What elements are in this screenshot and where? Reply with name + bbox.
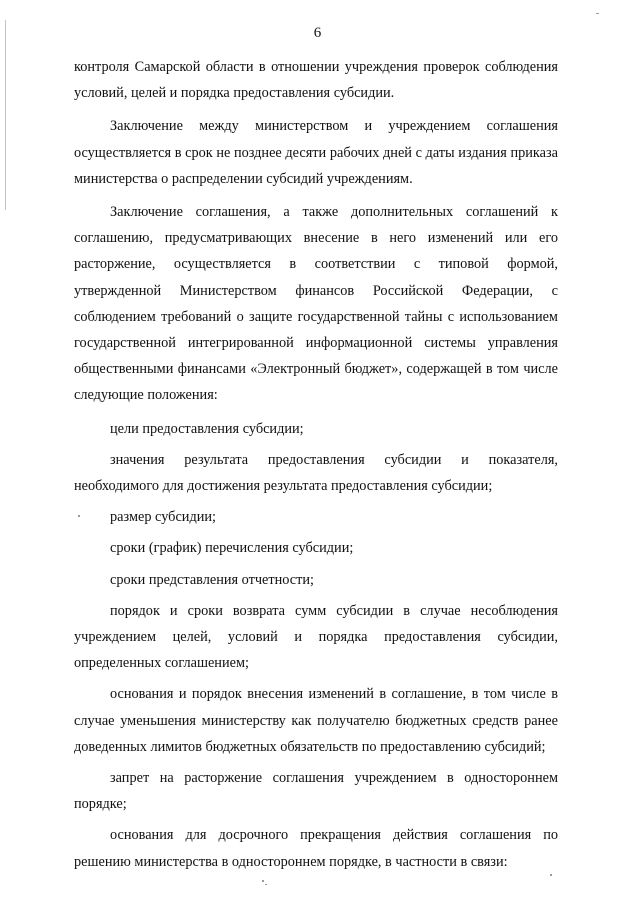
list-item-reporting-terms: сроки представления отчетности; — [110, 571, 315, 588]
scan-speck — [265, 884, 267, 885]
paragraph-continuation: контроля Самарской области в отношении учреждения проверок соблюдения условий, целей и порядка предоставления субсидии. — [74, 59, 558, 102]
list-item-termination-ban: запрет на расторжение соглашения учреждением в одностороннем порядке; — [74, 770, 558, 813]
list-item-goals: цели предоставления субсидии; — [110, 420, 304, 437]
list-item-subsidy-size: размер субсидии; — [110, 509, 216, 526]
list-item-transfer-schedule: сроки (график) перечисления субсидии; — [110, 540, 354, 557]
list-item-amendment-grounds: основания и порядок внесения изменений в соглашение, в том числе в случае уменьшения министерству как получателю бюджетных средств ранее доведенных лимитов бюджетных обязательств по предоставлению субсидий; — [74, 686, 558, 755]
paragraph-agreement-form: Заключение соглашения, а также дополнительных соглашений к соглашению, предусматривающих внесение в него изменений или его расторжение, осуществляется в соответствии с типовой формой, утвержденной Министерством финансов Российской Федерации, с соблюдением требований о защите государственной тайны с использованием государственной интегрированной информационной системы управления общественными финансами «Электронный бюджет», содержащей в том числе следующие положения: — [74, 204, 558, 404]
list-item-early-termination: основания для досрочного прекращения действия соглашения по решению министерства в одностороннем порядке, в частности в связи: — [74, 827, 558, 870]
scan-speck — [262, 880, 264, 882]
scan-speck — [596, 13, 599, 14]
list-item-result-values: значения результата предоставления субсидии и показателя, необходимого для достижения результата предоставления субсидии; — [74, 451, 558, 495]
scan-edge-line — [5, 20, 6, 210]
page-number: 6 — [313, 25, 322, 41]
paragraph-agreement-term: Заключение между министерством и учреждением соглашения осуществляется в срок не позднее десяти рабочих дней с даты издания приказа министерства о распределении субсидий учреждениям. — [74, 118, 558, 187]
document-body — [74, 54, 558, 875]
list-item-refund-procedure: порядок и сроки возврата сумм субсидии в случае несоблюдения учреждением целей, условий и порядка предоставления субсидии, определенных соглашением; — [74, 602, 558, 672]
